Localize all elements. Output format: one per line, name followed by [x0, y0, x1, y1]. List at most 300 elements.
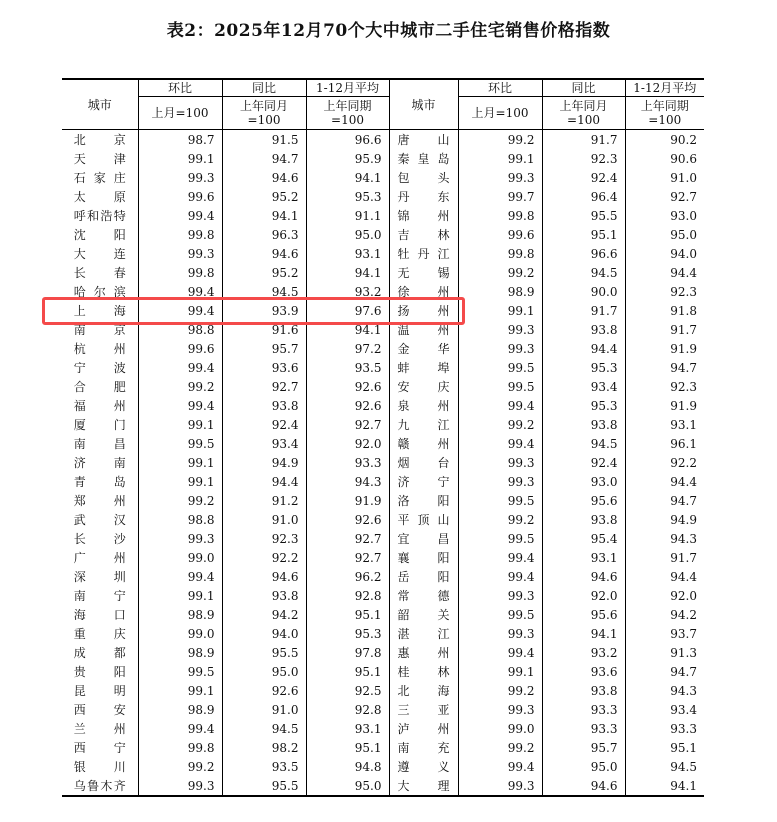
avg-right: 94.9 [625, 510, 704, 529]
mom-right: 99.5 [458, 377, 542, 396]
yoy-right: 95.0 [542, 757, 625, 776]
avg-left: 94.1 [306, 320, 389, 339]
city-right: 宜 昌 [389, 529, 458, 548]
mom-right: 99.4 [458, 396, 542, 415]
yoy-left: 94.5 [222, 282, 306, 301]
table-row [62, 719, 704, 738]
city-right: 济 宁 [389, 472, 458, 491]
yoy-left: 92.2 [222, 548, 306, 567]
avg-left: 95.9 [306, 149, 389, 168]
avg-left: 92.0 [306, 434, 389, 453]
city-left: 重 庆 [73, 626, 126, 641]
avg-left: 95.3 [306, 187, 389, 206]
yoy-left: 98.2 [222, 738, 306, 757]
table-row [62, 415, 704, 434]
city-right: 秦 皇 岛 [389, 149, 458, 168]
city-left: 大 连 [73, 246, 126, 261]
city-left: 长 沙 [73, 531, 126, 546]
mom-left: 98.9 [138, 605, 222, 624]
mom-left: 99.8 [138, 263, 222, 282]
city-left: 厦 门 [73, 417, 126, 432]
mom-left: 99.2 [138, 377, 222, 396]
mom-left: 99.0 [138, 624, 222, 643]
avg-left: 92.7 [306, 415, 389, 434]
mom-left: 99.4 [138, 282, 222, 301]
mom-right: 99.1 [458, 301, 542, 320]
yoy-left: 94.9 [222, 453, 306, 472]
mom-left: 99.4 [138, 206, 222, 225]
city-left: 南 京 [73, 322, 126, 337]
table-row [62, 149, 704, 168]
city-left: 太 原 [73, 189, 126, 204]
avg-right: 91.3 [625, 643, 704, 662]
avg-right: 93.4 [625, 700, 704, 719]
mom-right: 99.5 [458, 491, 542, 510]
mom-left: 99.5 [138, 662, 222, 681]
yoy-right: 94.6 [542, 776, 625, 796]
yoy-right: 94.6 [542, 567, 625, 586]
city-right: 大 理 [389, 776, 458, 796]
city-right: 湛 江 [389, 624, 458, 643]
mom-right: 99.4 [458, 567, 542, 586]
avg-right: 91.9 [625, 396, 704, 415]
mom-left: 99.3 [138, 168, 222, 187]
avg-right: 94.4 [625, 472, 704, 491]
mom-right: 99.1 [458, 662, 542, 681]
mom-right: 99.1 [458, 149, 542, 168]
avg-right: 91.7 [625, 548, 704, 567]
avg-left: 92.8 [306, 700, 389, 719]
table-row [62, 472, 704, 491]
avg-right: 91.0 [625, 168, 704, 187]
header-mom-base-left: 上月=100 [138, 97, 222, 130]
avg-left: 91.1 [306, 206, 389, 225]
avg-left: 92.7 [306, 529, 389, 548]
yoy-right: 96.4 [542, 187, 625, 206]
avg-right: 92.3 [625, 377, 704, 396]
avg-right: 92.3 [625, 282, 704, 301]
yoy-right: 91.7 [542, 301, 625, 320]
mom-left: 98.7 [138, 130, 222, 150]
mom-right: 99.3 [458, 339, 542, 358]
yoy-left: 93.8 [222, 586, 306, 605]
city-right: 常 德 [389, 586, 458, 605]
avg-right: 94.4 [625, 567, 704, 586]
city-left: 海 口 [73, 607, 126, 622]
city-left: 银 川 [73, 759, 126, 774]
header-avg-left: 1-12月平均 [306, 79, 389, 97]
avg-right: 90.2 [625, 130, 704, 150]
avg-right: 94.1 [625, 776, 704, 796]
yoy-right: 94.1 [542, 624, 625, 643]
city-left: 北 京 [62, 130, 138, 150]
city-left: 乌 鲁 木 齐 [62, 776, 138, 796]
city-right: 扬 州 [389, 301, 458, 320]
avg-right: 93.0 [625, 206, 704, 225]
avg-left: 97.2 [306, 339, 389, 358]
avg-right: 95.0 [625, 225, 704, 244]
mom-right: 99.0 [458, 719, 542, 738]
yoy-left: 94.6 [222, 567, 306, 586]
header-mom-base-right: 上月=100 [458, 97, 542, 130]
mom-right: 99.8 [458, 244, 542, 263]
city-right: 唐 山 [389, 130, 458, 150]
city-left: 郑 州 [73, 493, 126, 508]
yoy-right: 90.0 [542, 282, 625, 301]
yoy-right: 94.4 [542, 339, 625, 358]
mom-left: 99.0 [138, 548, 222, 567]
city-left: 南 昌 [73, 436, 126, 451]
mom-right: 99.4 [458, 434, 542, 453]
avg-right: 94.5 [625, 757, 704, 776]
table-row [62, 187, 704, 206]
city-right: 锦 州 [389, 206, 458, 225]
mom-right: 99.3 [458, 472, 542, 491]
avg-right: 91.8 [625, 301, 704, 320]
yoy-left: 91.0 [222, 510, 306, 529]
avg-left: 93.3 [306, 453, 389, 472]
mom-left: 99.2 [138, 491, 222, 510]
yoy-right: 95.6 [542, 605, 625, 624]
yoy-left: 92.6 [222, 681, 306, 700]
yoy-left: 94.7 [222, 149, 306, 168]
yoy-left: 91.6 [222, 320, 306, 339]
city-left: 长 春 [73, 265, 126, 280]
avg-left: 92.6 [306, 377, 389, 396]
mom-left: 98.8 [138, 320, 222, 339]
yoy-left: 95.0 [222, 662, 306, 681]
city-left: 呼 和 浩 特 [73, 208, 126, 223]
city-right: 平 顶 山 [389, 510, 458, 529]
yoy-left: 93.5 [222, 757, 306, 776]
mom-left: 99.1 [138, 453, 222, 472]
mom-right: 99.3 [458, 700, 542, 719]
city-left: 西 安 [73, 702, 126, 717]
table-row [62, 700, 704, 719]
city-left: 成 都 [73, 645, 126, 660]
avg-left: 97.6 [306, 301, 389, 320]
city-right: 桂 林 [389, 662, 458, 681]
mom-right: 98.9 [458, 282, 542, 301]
table-row [62, 624, 704, 643]
city-right: 蚌 埠 [389, 358, 458, 377]
mom-right: 99.3 [458, 168, 542, 187]
city-right: 南 充 [389, 738, 458, 757]
yoy-right: 95.4 [542, 529, 625, 548]
city-left: 青 岛 [73, 474, 126, 489]
mom-right: 99.5 [458, 358, 542, 377]
table-row [62, 529, 704, 548]
mom-left: 99.1 [138, 681, 222, 700]
yoy-right: 92.4 [542, 453, 625, 472]
city-left: 福 州 [73, 398, 126, 413]
city-right: 洛 阳 [389, 491, 458, 510]
header-city-right: 城市 [389, 79, 458, 130]
yoy-left: 92.3 [222, 529, 306, 548]
avg-left: 92.6 [306, 510, 389, 529]
table-row [62, 757, 704, 776]
table-row [62, 662, 704, 681]
avg-left: 94.1 [306, 168, 389, 187]
yoy-right: 93.8 [542, 681, 625, 700]
mom-right: 99.4 [458, 548, 542, 567]
mom-right: 99.2 [458, 415, 542, 434]
avg-left: 97.8 [306, 643, 389, 662]
highlight-box-shanghai [42, 297, 465, 325]
header-mom-left: 环比 [138, 79, 222, 97]
yoy-right: 93.8 [542, 510, 625, 529]
city-left: 沈 阳 [73, 227, 126, 242]
avg-left: 92.6 [306, 396, 389, 415]
avg-right: 93.7 [625, 624, 704, 643]
city-left: 武 汉 [73, 512, 126, 527]
avg-right: 93.3 [625, 719, 704, 738]
city-right: 韶 关 [389, 605, 458, 624]
table-row [62, 643, 704, 662]
avg-left: 95.3 [306, 624, 389, 643]
avg-left: 92.7 [306, 548, 389, 567]
yoy-left: 94.6 [222, 168, 306, 187]
avg-right: 93.1 [625, 415, 704, 434]
header-yoy-base-left: 上年同月 =100 [222, 97, 306, 130]
mom-right: 99.4 [458, 757, 542, 776]
avg-left: 95.1 [306, 662, 389, 681]
mom-right: 99.3 [458, 776, 542, 796]
avg-left: 91.9 [306, 491, 389, 510]
table-row [62, 225, 704, 244]
yoy-right: 93.3 [542, 700, 625, 719]
mom-left: 99.4 [138, 358, 222, 377]
table-row [62, 358, 704, 377]
mom-right: 99.3 [458, 453, 542, 472]
header-avg-right: 1-12月平均 [625, 79, 704, 97]
mom-right: 99.6 [458, 225, 542, 244]
yoy-right: 93.2 [542, 643, 625, 662]
avg-right: 94.2 [625, 605, 704, 624]
city-left: 兰 州 [73, 721, 126, 736]
city-right: 丹 东 [389, 187, 458, 206]
yoy-left: 91.5 [222, 130, 306, 150]
yoy-right: 92.4 [542, 168, 625, 187]
table-row [62, 681, 704, 700]
avg-right: 91.7 [625, 320, 704, 339]
table-row [62, 605, 704, 624]
yoy-right: 93.4 [542, 377, 625, 396]
city-left: 上 海 [73, 303, 126, 318]
avg-right: 96.1 [625, 434, 704, 453]
yoy-right: 92.0 [542, 586, 625, 605]
avg-left: 93.5 [306, 358, 389, 377]
yoy-right: 93.8 [542, 415, 625, 434]
avg-left: 95.0 [306, 776, 389, 796]
mom-left: 98.9 [138, 700, 222, 719]
table-row [62, 776, 704, 796]
city-left: 天 津 [73, 151, 126, 166]
avg-right: 94.7 [625, 491, 704, 510]
avg-left: 95.1 [306, 738, 389, 757]
yoy-left: 93.6 [222, 358, 306, 377]
yoy-left: 92.7 [222, 377, 306, 396]
table-row [62, 453, 704, 472]
avg-right: 90.6 [625, 149, 704, 168]
yoy-left: 94.5 [222, 719, 306, 738]
mom-left: 99.1 [138, 149, 222, 168]
avg-right: 94.4 [625, 263, 704, 282]
yoy-right: 93.1 [542, 548, 625, 567]
city-right: 赣 州 [389, 434, 458, 453]
mom-right: 99.7 [458, 187, 542, 206]
mom-right: 99.3 [458, 586, 542, 605]
yoy-left: 94.6 [222, 244, 306, 263]
table-row [62, 168, 704, 187]
city-right: 泉 州 [389, 396, 458, 415]
city-left: 深 圳 [73, 569, 126, 584]
mom-left: 99.5 [138, 434, 222, 453]
yoy-right: 91.7 [542, 130, 625, 150]
yoy-left: 91.0 [222, 700, 306, 719]
city-left: 合 肥 [73, 379, 126, 394]
avg-left: 94.8 [306, 757, 389, 776]
city-left: 宁 波 [73, 360, 126, 375]
mom-left: 99.1 [138, 415, 222, 434]
mom-left: 99.3 [138, 244, 222, 263]
yoy-right: 96.6 [542, 244, 625, 263]
yoy-left: 94.1 [222, 206, 306, 225]
header-city-left: 城市 [62, 79, 138, 130]
mom-left: 99.4 [138, 301, 222, 320]
header-yoy-right: 同比 [542, 79, 625, 97]
avg-left: 93.2 [306, 282, 389, 301]
table-row [62, 263, 704, 282]
avg-left: 94.3 [306, 472, 389, 491]
city-right: 九 江 [389, 415, 458, 434]
header-yoy-base-right: 上年同月 =100 [542, 97, 625, 130]
mom-left: 99.6 [138, 187, 222, 206]
avg-left: 95.1 [306, 605, 389, 624]
yoy-right: 93.0 [542, 472, 625, 491]
table-row [62, 130, 704, 150]
mom-right: 99.5 [458, 605, 542, 624]
city-left: 昆 明 [73, 683, 126, 698]
mom-left: 99.3 [138, 776, 222, 796]
yoy-left: 93.8 [222, 396, 306, 415]
city-left: 贵 阳 [73, 664, 126, 679]
mom-left: 99.2 [138, 757, 222, 776]
page-title: 表2：2025年12月70个大中城市二手住宅销售价格指数 [166, 21, 611, 41]
avg-right: 94.3 [625, 529, 704, 548]
city-right: 吉 林 [389, 225, 458, 244]
yoy-right: 92.3 [542, 149, 625, 168]
city-right: 泸 州 [389, 719, 458, 738]
mom-left: 99.6 [138, 339, 222, 358]
table-row [62, 738, 704, 757]
yoy-right: 95.7 [542, 738, 625, 757]
city-right: 三 亚 [389, 700, 458, 719]
mom-right: 99.8 [458, 206, 542, 225]
city-right: 安 庆 [389, 377, 458, 396]
mom-left: 99.4 [138, 567, 222, 586]
mom-right: 99.2 [458, 510, 542, 529]
table-row [62, 377, 704, 396]
city-right: 烟 台 [389, 453, 458, 472]
yoy-right: 95.3 [542, 358, 625, 377]
yoy-right: 94.5 [542, 434, 625, 453]
avg-left: 96.6 [306, 130, 389, 150]
city-left: 济 南 [73, 455, 126, 470]
table-row [62, 339, 704, 358]
city-right: 徐 州 [389, 282, 458, 301]
city-right: 襄 阳 [389, 548, 458, 567]
city-left: 石 家 庄 [73, 170, 126, 185]
avg-left: 95.0 [306, 225, 389, 244]
table-row [62, 586, 704, 605]
table-row [62, 244, 704, 263]
header-avg-base-right: 上年同期 =100 [625, 97, 704, 130]
avg-right: 95.1 [625, 738, 704, 757]
yoy-right: 94.5 [542, 263, 625, 282]
avg-right: 92.7 [625, 187, 704, 206]
mom-left: 99.3 [138, 529, 222, 548]
table-row [62, 396, 704, 415]
yoy-left: 93.4 [222, 434, 306, 453]
avg-right: 94.0 [625, 244, 704, 263]
table-row [62, 510, 704, 529]
avg-left: 94.1 [306, 263, 389, 282]
avg-right: 92.0 [625, 586, 704, 605]
table-row [62, 548, 704, 567]
mom-left: 98.9 [138, 643, 222, 662]
mom-left: 99.1 [138, 586, 222, 605]
avg-right: 91.9 [625, 339, 704, 358]
mom-right: 99.4 [458, 643, 542, 662]
avg-right: 92.2 [625, 453, 704, 472]
city-left: 哈 尔 滨 [73, 284, 126, 299]
yoy-left: 94.0 [222, 624, 306, 643]
avg-left: 93.1 [306, 244, 389, 263]
mom-right: 99.3 [458, 320, 542, 339]
city-right: 温 州 [389, 320, 458, 339]
mom-left: 99.1 [138, 472, 222, 491]
city-left: 西 宁 [73, 740, 126, 755]
mom-right: 99.2 [458, 263, 542, 282]
yoy-left: 96.3 [222, 225, 306, 244]
table-row [62, 206, 704, 225]
mom-left: 99.4 [138, 396, 222, 415]
city-right: 惠 州 [389, 643, 458, 662]
yoy-right: 95.5 [542, 206, 625, 225]
header-avg-base-left: 上年同期 =100 [306, 97, 389, 130]
price-index-table [62, 78, 704, 797]
city-right: 金 华 [389, 339, 458, 358]
yoy-left: 95.2 [222, 187, 306, 206]
city-right: 北 海 [389, 681, 458, 700]
mom-right: 99.2 [458, 130, 542, 150]
yoy-right: 95.1 [542, 225, 625, 244]
table-row [62, 491, 704, 510]
city-left: 杭 州 [73, 341, 126, 356]
mom-right: 99.2 [458, 681, 542, 700]
yoy-right: 95.6 [542, 491, 625, 510]
avg-right: 94.3 [625, 681, 704, 700]
city-left: 南 宁 [73, 588, 126, 603]
mom-left: 99.4 [138, 719, 222, 738]
yoy-left: 95.5 [222, 643, 306, 662]
mom-right: 99.5 [458, 529, 542, 548]
yoy-right: 93.8 [542, 320, 625, 339]
table-row [62, 567, 704, 586]
header-yoy-left: 同比 [222, 79, 306, 97]
table-row [62, 434, 704, 453]
